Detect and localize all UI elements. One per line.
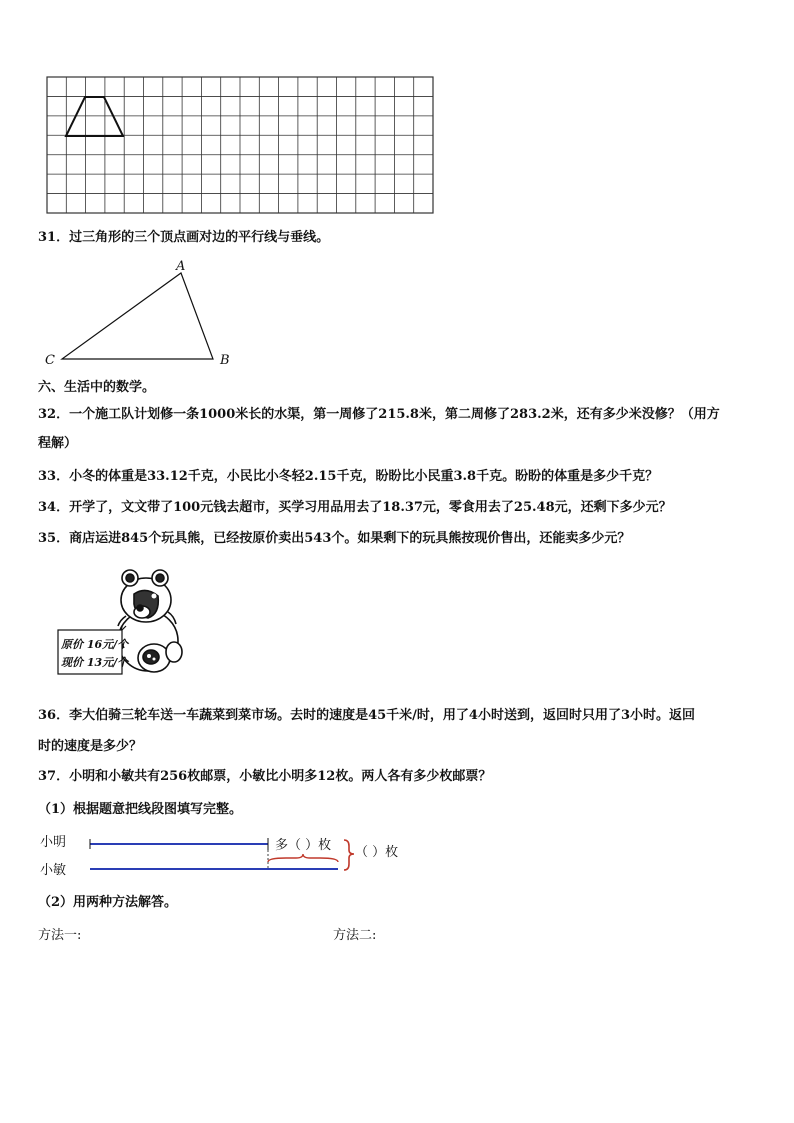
segment-name-xiaomin: 小敏: [40, 863, 67, 878]
question-36-line2: 时的速度是多少？: [38, 739, 143, 754]
current-price-label: 现价 13元/个: [61, 656, 129, 669]
method-two-label: 方法二:: [333, 928, 377, 943]
question-37-part2: （2）用两种方法解答。: [38, 895, 178, 910]
question-32-line1: 32．一个施工队计划修一条1000米长的水渠，第一周修了215.8米，第二周修了283.2米，还有多少米没修？（用方: [38, 407, 720, 422]
question-36-line1: 36．李大伯骑三轮车送一车蔬菜到菜市场。去时的速度是45千米/时，用了4小时送到，返回时只用了3小时。返回: [38, 708, 696, 723]
method-one-label: 方法一:: [38, 928, 82, 943]
total-brace: [344, 840, 354, 870]
question-32-line2: 程解）: [38, 436, 78, 451]
original-price-label: 原价 16元/个: [61, 638, 129, 651]
question-36: [38, 707, 758, 756]
question-32: [38, 406, 758, 453]
triangle-abc: [62, 273, 213, 359]
vertex-label-b: B: [220, 353, 230, 368]
vertex-label-a: A: [176, 259, 186, 274]
total-label: （ ）枚: [355, 845, 399, 860]
question-37: 37．小明和小敏共有256枚邮票，小敏比小明多12枚。两人各有多少枚邮票？: [38, 769, 492, 784]
grid-figure: [46, 76, 436, 216]
question-35: 35．商店运进845个玩具熊，已经按原价卖出543个。如果剩下的玩具熊按现价售出，还能卖多少元？: [38, 531, 631, 546]
question-37-part1: （1）根据题意把线段图填写完整。: [38, 802, 243, 817]
question-33: 33．小冬的体重是33.12千克，小民比小冬轻2.15千克，盼盼比小民重3.8千克。盼盼的体重是多少千克？: [38, 469, 659, 484]
difference-brace: [268, 854, 338, 862]
segment-name-xiaoming: 小明: [40, 835, 67, 850]
section-title-6: 六、生活中的数学。: [38, 380, 156, 395]
question-31: 31．过三角形的三个顶点画对边的平行线与垂线。: [38, 230, 330, 245]
trapezoid-shape: [66, 97, 123, 136]
difference-label: 多（ ）枚: [275, 838, 332, 853]
question-34: 34．开学了，文文带了100元钱去超市，买学习用品用去了18.37元，零食用去了25.48元，还剩下多少元？: [38, 500, 672, 515]
triangle-figure: [40, 256, 250, 372]
vertex-label-c: C: [45, 353, 55, 368]
